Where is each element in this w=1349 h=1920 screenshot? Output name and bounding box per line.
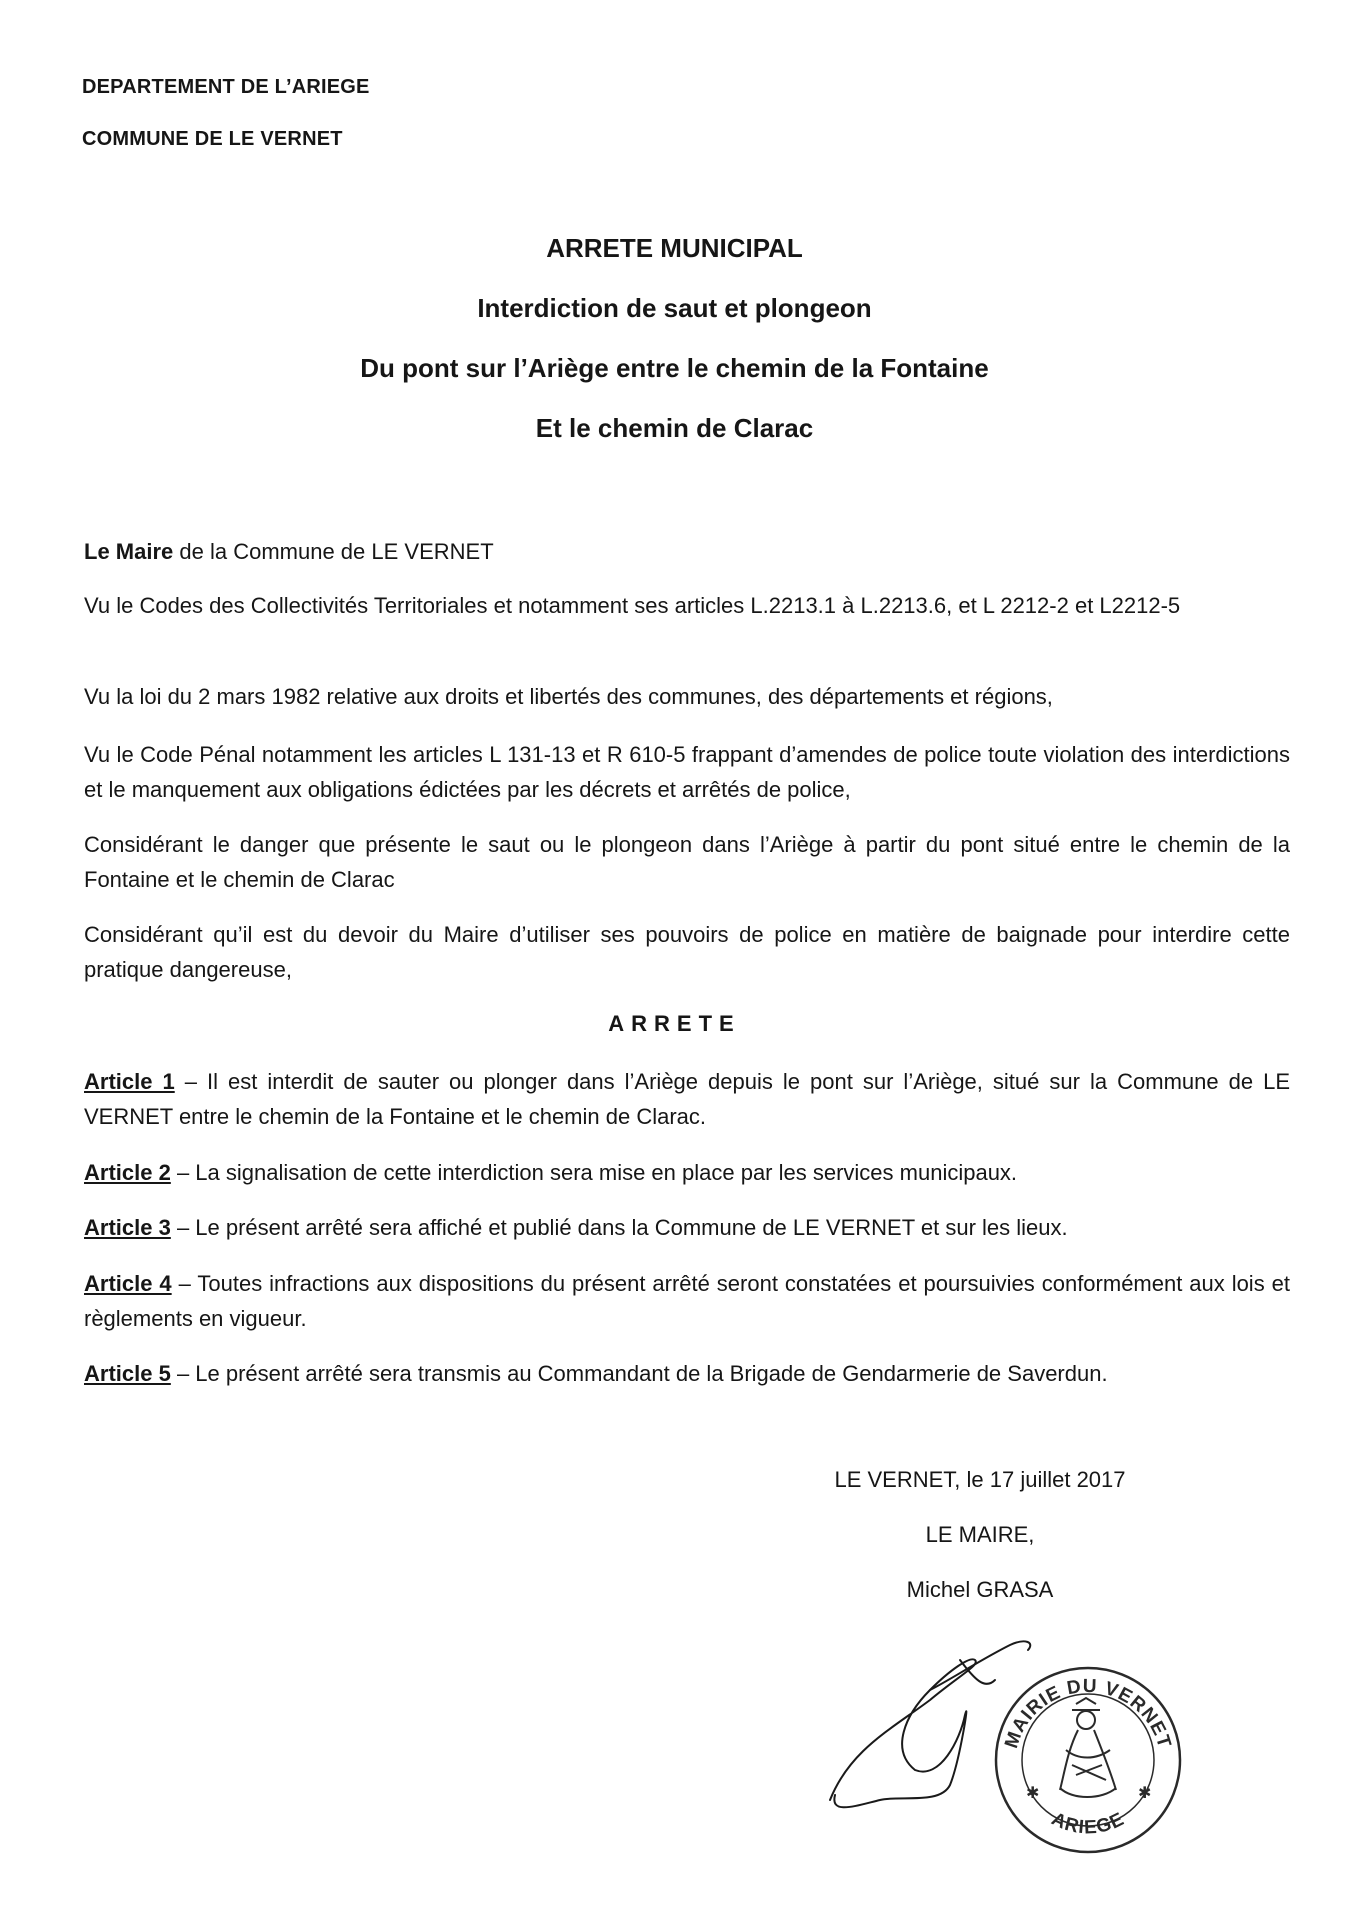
maire-text: de la Commune de LE VERNET	[173, 539, 494, 564]
article-5	[84, 1356, 1290, 1391]
article-4	[84, 1266, 1290, 1336]
svg-text:✱: ✱	[1138, 1783, 1152, 1802]
article-2-label: Article 2	[84, 1160, 171, 1185]
title-line-4: Et le chemin de Clarac	[535, 413, 814, 443]
considerant-paragraph-2: Considérant qu’il est du devoir du Maire d’utiliser ses pouvoirs de police en matière de baignade pour interdire cette pratique dangereuse,	[84, 922, 1290, 982]
article-3-text: – Le présent arrêté sera affiché et publié dans la Commune de LE VERNET et sur les lieux.	[170, 1215, 1068, 1240]
article-4-label: Article 4	[84, 1271, 172, 1296]
article-5-text: – Le présent arrêté sera transmis au Commandant de la Brigade de Gendarmerie de Saverdun.	[170, 1361, 1108, 1386]
article-2	[84, 1155, 1290, 1190]
arrete-heading: ARRETE	[608, 1011, 741, 1036]
article-4-text: – Toutes infractions aux dispositions du présent arrêté seront constatées et poursuivies conformément aux lois et règlements en vigueur.	[84, 1271, 1290, 1331]
vu-paragraph-1: Vu le Codes des Collectivités Territoriales et notamment ses articles L.2213.1 à L.2213.6, et L 2212-2 et L2212-5	[84, 593, 1181, 618]
title-line-2: Interdiction de saut et plongeon	[477, 293, 872, 323]
signature-area	[810, 1620, 1190, 1880]
vu-paragraph-2: Vu la loi du 2 mars 1982 relative aux droits et libertés des communes, des départements et régions,	[84, 684, 1053, 709]
article-1	[84, 1064, 1290, 1134]
title-line-3: Du pont sur l’Ariège entre le chemin de la Fontaine	[360, 353, 989, 383]
department-header: DEPARTEMENT DE L’ARIEGE	[82, 76, 370, 98]
article-1-text: – Il est interdit de sauter ou plonger dans l’Ariège depuis le pont sur l’Ariège, situé sur la Commune de LE VERNET entre le chemin de la Fontaine et le chemin de Clarac.	[84, 1069, 1291, 1129]
document-title	[0, 228, 1349, 468]
signature-stamp-graphic	[810, 1620, 1190, 1880]
commune-header: COMMUNE DE LE VERNET	[82, 128, 343, 150]
article-3-label: Article 3	[84, 1215, 171, 1240]
article-5-label: Article 5	[84, 1361, 171, 1386]
article-1-label: Article 1	[84, 1069, 175, 1094]
seal-bottom-text: ARIEGE	[1048, 1808, 1128, 1839]
article-2-text: – La signalisation de cette interdiction sera mise en place par les services municipaux.	[170, 1160, 1018, 1185]
svg-text:✱: ✱	[1026, 1783, 1040, 1802]
article-3	[84, 1210, 1290, 1245]
maire-paragraph	[84, 534, 1290, 569]
maire-label: Le Maire	[84, 539, 174, 564]
seal-top-text: MAIRIE DU VERNET	[1001, 1675, 1175, 1752]
mairie-seal-icon	[996, 1668, 1180, 1852]
marianne-figure-icon	[1060, 1698, 1116, 1797]
signatory-name: Michel GRASA	[906, 1577, 1054, 1602]
considerant-paragraph-1: Considérant le danger que présente le saut ou le plongeon dans l’Ariège à partir du pont situé entre le chemin de la Fontaine et le chemin de Clarac	[84, 832, 1290, 892]
handwritten-signature	[830, 1641, 1030, 1807]
vu-paragraph-3: Vu le Code Pénal notamment les articles L 131-13 et R 610-5 frappant d’amendes de police toute violation des interdictions et le manquement aux obligations édictées par les décrets et arrêtés de police,	[84, 742, 1290, 802]
title-line-1: ARRETE MUNICIPAL	[546, 233, 803, 263]
place-date: LE VERNET, le 17 juillet 2017	[834, 1467, 1126, 1492]
signatory-role: LE MAIRE,	[925, 1522, 1035, 1547]
